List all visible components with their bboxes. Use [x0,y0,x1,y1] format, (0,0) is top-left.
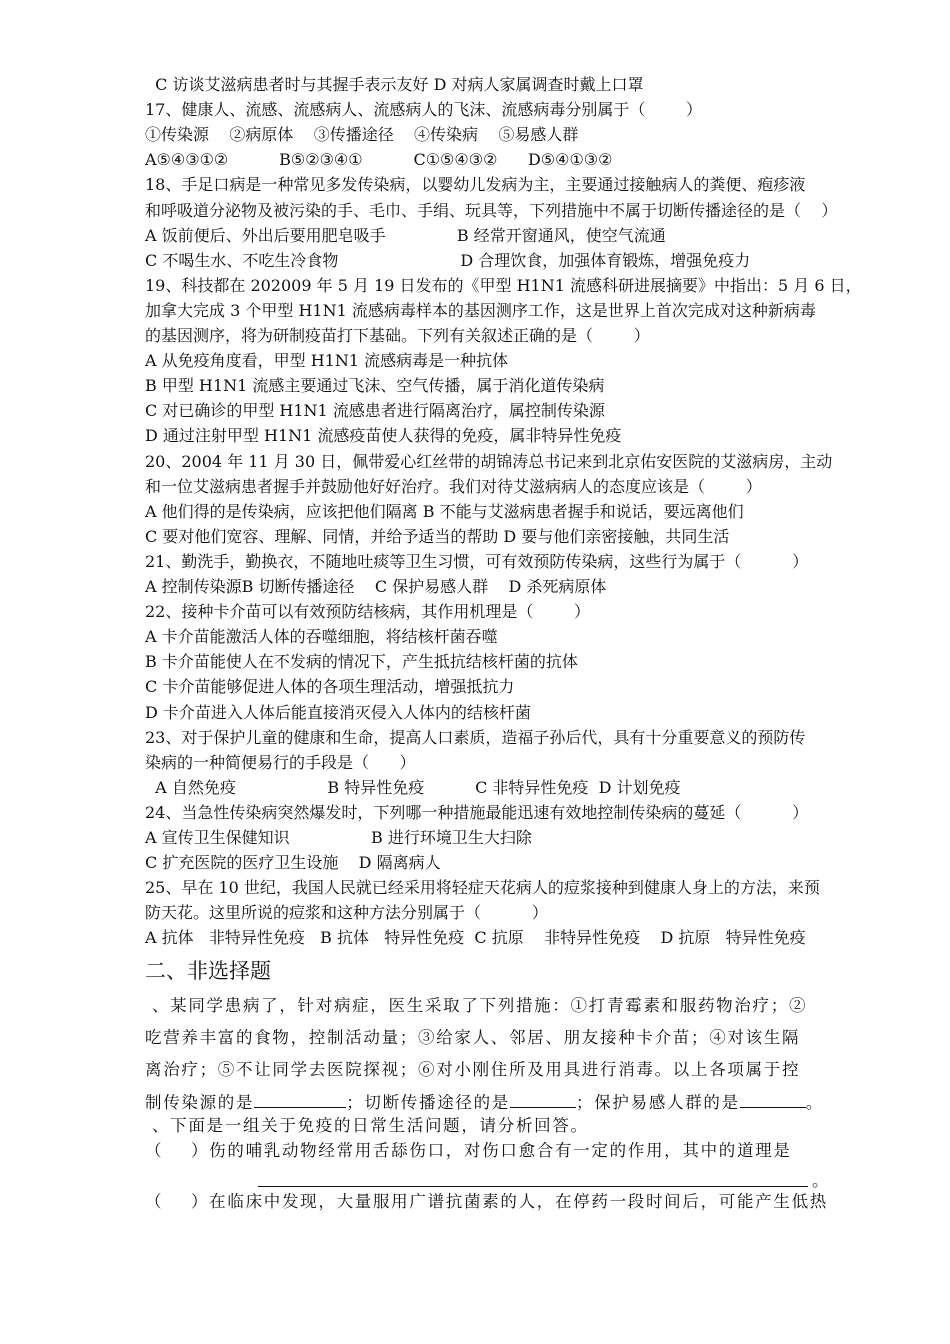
blank-control-source[interactable] [254,1092,346,1108]
question-line: C 扩充医院的医疗卫生设施 D 隔离病人 [145,853,441,872]
question-line: 21、勤洗手，勤换衣，不随地吐痰等卫生习惯，可有效预防传染病，这些行为属于（ ） [145,552,809,571]
question-line: 和呼吸道分泌物及被污染的手、毛巾、手绢、玩具等，下列措施中不属于切断传播途径的是（ ） [145,201,838,220]
question-line: A 他们得的是传染病，应该把他们隔离 B 不能与艾滋病患者握手和说话，要远离他们 [145,502,744,521]
q2-intro: 、下面是一组关于免疫的日常生活问题，请分析回答。 [145,1116,589,1135]
blank-susceptible-group[interactable] [740,1092,806,1108]
question-line: A 饭前便后、外出后要用肥皂吸手 B 经常开窗通风，使空气流通 [145,226,666,245]
q2-part-1-end: 。 [812,1171,831,1190]
question-line: A 抗体 非特异性免疫 B 抗体 特异性免疫 C 抗原 非特异性免疫 D 抗原 特异性免疫 [145,928,806,947]
question-line: 和一位艾滋病患者握手并鼓励他好好治疗。我们对待艾滋病病人的态度应该是（ ） [145,477,762,496]
q2-part-2: （ ）在临床中发现，大量服用广谱抗菌素的人，在停药一段时间后，可能产生低热 [145,1192,828,1211]
question-line: D 通过注射甲型 H1N1 流感疫苗使人获得的免疫，属非特异性免疫 [145,426,622,445]
q1-line-4 [145,1092,824,1114]
question-line: 18、手足口病是一种常见多发传染病，以婴幼儿发病为主，主要通过接触病人的粪便、疱疹液 [145,175,806,194]
question-line: 23、对于保护儿童的健康和生命，提高人口素质，造福子孙后代，具有十分重要意义的预防传 [145,728,806,747]
question-line: C 卡介苗能够促进人体的各项生理活动，增强抵抗力 [145,677,515,696]
question-line: 的基因测序，将为研制疫苗打下基础。下列有关叙述正确的是（ ） [145,326,650,345]
question-line: A 卡介苗能激活人体的吞噬细胞，将结核杆菌吞噬 [145,627,498,646]
q1-line-2: 吃营养丰富的食物，控制活动量；③给家人、邻居、朋友接种卡介苗；④对该生隔 [145,1028,801,1047]
question-line: 22、接种卡介苗可以有效预防结核病，其作用机理是（ ） [145,602,591,621]
question-line: A 控制传染源B 切断传播途径 C 保护易感人群 D 杀死病原体 [145,577,607,596]
q1-text-d: 。 [805,1093,825,1112]
q1-line-3: 离治疗；⑤不让同学去医院探视；⑥对小刚住所及用具进行消毒。以上各项属于控 [145,1060,801,1079]
question-line: 20、2004 年 11 月 30 日，佩带爱心红丝带的胡锦涛总书记来到北京佑安医院的艾滋病房，主动 [145,452,833,471]
question-line: 24、当急性传染病突然爆发时，下列哪一种措施最能迅速有效地控制传染病的蔓延（ ） [145,803,809,822]
question-line: B 卡介苗能使人在不发病的情况下，产生抵抗结核杆菌的抗体 [145,652,578,671]
question-line: B 甲型 H1N1 流感主要通过飞沫、空气传播，属于消化道传染病 [145,376,605,395]
question-line: D 卡介苗进入人体后能直接消灭侵入人体内的结核杆菌 [145,703,531,722]
question-line: 17、健康人、流感、流感病人、流感病人的飞沫、流感病毒分别属于（ ） [145,100,703,119]
question-line: ①传染源 ②病原体 ③传播途径 ④传染病 ⑤易感人群 [145,125,579,144]
question-line: 染病的一种简便易行的手段是（ ） [145,753,416,772]
question-line: C 对已确诊的甲型 H1N1 流感患者进行隔离治疗，属控制传染源 [145,401,605,420]
blank-transmission-route[interactable] [510,1092,576,1108]
q1-text-b: ；切断传播途径的是 [346,1093,511,1112]
q2-part-1: （ ）伤的哺乳动物经常用舌舔伤口，对伤口愈合有一定的作用，其中的道理是 [145,1141,792,1160]
question-line: 防天花。这里所说的痘浆和这种方法分别属于（ ） [145,903,548,922]
question-line: C 访谈艾滋病患者时与其握手表示友好 D 对病人家属调查时戴上口罩 [145,75,644,94]
question-line: A 从免疫角度看，甲型 H1N1 流感病毒是一种抗体 [145,351,509,370]
question-line: 19、科技都在 202009 年 5 月 19 日发布的《甲型 H1N1 流感科研进展摘要》中指出：5 月 6 日， [145,276,862,295]
question-line: A⑤④③①② B⑤②③④① C①⑤④③② D⑤④①③② [145,150,613,169]
question-line: 加拿大完成 3 个甲型 H1N1 流感病毒样本的基因测序工作，这是世界上首次完成对这种新病毒 [145,301,816,320]
q1-line-1: 、某同学患病了，针对病症，医生采取了下列措施：①打青霉素和服药物治疗；② [145,996,808,1015]
answer-line[interactable] [258,1186,808,1187]
q1-text-c: ；保护易感人群的是 [576,1093,740,1112]
section-heading: 二、非选择题 [145,959,271,983]
question-line: A 自然免疫 B 特异性免疫 C 非特异性免疫 D 计划免疫 [145,778,681,797]
question-line: 25、早在 10 世纪，我国人民就已经采用将轻症天花病人的痘浆接种到健康人身上的方法，来预 [145,878,820,897]
q1-text-a: 制传染源的是 [145,1093,255,1112]
question-line: C 不喝生水、不吃生冷食物 D 合理饮食，加强体育锻炼，增强免疫力 [145,251,751,270]
question-line: C 要对他们宽容、理解、同情，并给予适当的帮助 D 要与他们亲密接触，共同生活 [145,527,730,546]
question-line: A 宣传卫生保健知识 B 进行环境卫生大扫除 [145,828,532,847]
